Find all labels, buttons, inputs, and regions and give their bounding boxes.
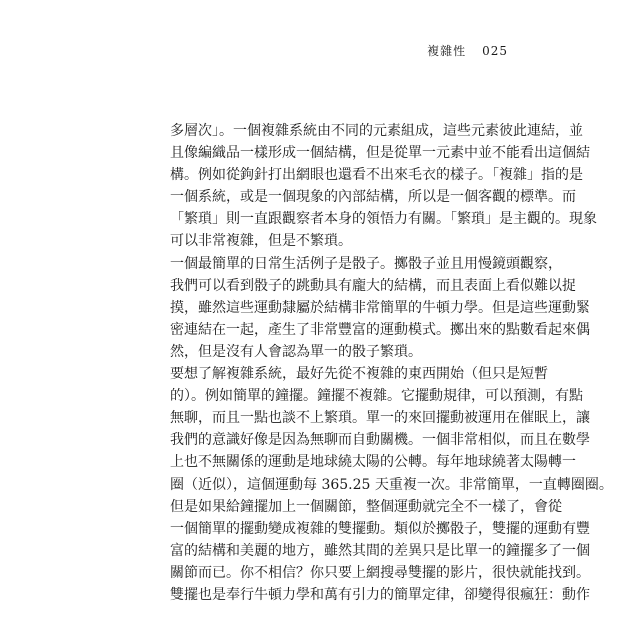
text-line: 多層次」。一個複雜系統由不同的元素組成，這些元素彼此連結，並	[170, 123, 583, 139]
text-line: 然，但是沒有人會認為單一的骰子繁瑣。	[170, 343, 422, 360]
text-line: 圈（近似），這個運動每 365.25 天重複一次。非常簡單，一直轉圈圈。	[170, 476, 613, 493]
body-text	[170, 120, 613, 606]
text-line: 一個系統，或是一個現象的內部結構，所以是一個客觀的標準。而	[170, 189, 576, 206]
chapter-title: 複雜性	[427, 44, 467, 58]
text-line: 無聊，而且一點也談不上繁瑣。單一的來回擺動被運用在催眠上，讓	[170, 410, 590, 427]
text-line: 的）。例如簡單的鐘擺。鐘擺不複雜。它擺動規律，可以預測，有點	[170, 388, 583, 405]
text-line: 上也不無關係的運動是地球繞太陽的公轉。每年地球繞著太陽轉一	[170, 454, 576, 471]
text-line: 「繁瑣」則一直跟觀察者本身的領悟力有關。「繁瑣」是主觀的。現象	[170, 211, 597, 228]
text-line: 一個最簡單的日常生活例子是骰子。擲骰子並且用慢鏡頭觀察，	[170, 255, 562, 272]
text-line: 可以非常複雜，但是不繁瑣。	[170, 233, 352, 250]
page-number: 025	[482, 44, 508, 58]
text-line: 構。例如從鉤針打出網眼也還看不出來毛衣的樣子。「複雜」指的是	[170, 167, 583, 184]
text-line: 但是如果給鐘擺加上一個關節，整個運動就完全不一樣了，會從	[170, 498, 562, 515]
text-line: 且像編織品一樣形成一個結構，但是從單一元素中並不能看出這個結	[170, 145, 590, 162]
paragraph	[170, 496, 590, 606]
running-head	[0, 42, 508, 59]
text-line: 雙擺也是奉行牛頓力學和萬有引力的簡單定律，卻變得很瘋狂：動作	[170, 586, 590, 603]
text-line: 一個簡單的擺動變成複雜的雙擺動。類似於擲骰子，雙擺的運動有豐	[170, 520, 590, 537]
paragraph	[170, 120, 597, 253]
text-line: 摸，雖然這些運動隸屬於結構非常簡單的牛頓力學。但是這些運動緊	[170, 299, 590, 316]
text-line: 我們的意識好像是因為無聊而自動關機。一個非常相似，而且在數學	[170, 432, 590, 449]
text-line: 密連結在一起，產生了非常豐富的運動模式。擲出來的點數看起來偶	[170, 321, 590, 338]
text-line: 要想了解複雜系統，最好先從不複雜的東西開始（但只是短暫	[170, 366, 548, 383]
text-line: 我們可以看到骰子的跳動具有龐大的結構，而且表面上看似難以捉	[170, 277, 576, 294]
paragraph	[170, 253, 590, 363]
text-line: 富的結構和美麗的地方，雖然其間的差異只是比單一的鐘擺多了一個	[170, 542, 590, 559]
paragraph	[170, 363, 613, 496]
text-line: 關節而已。你不相信？你只要上網搜尋雙擺的影片，很快就能找到。	[170, 564, 590, 581]
